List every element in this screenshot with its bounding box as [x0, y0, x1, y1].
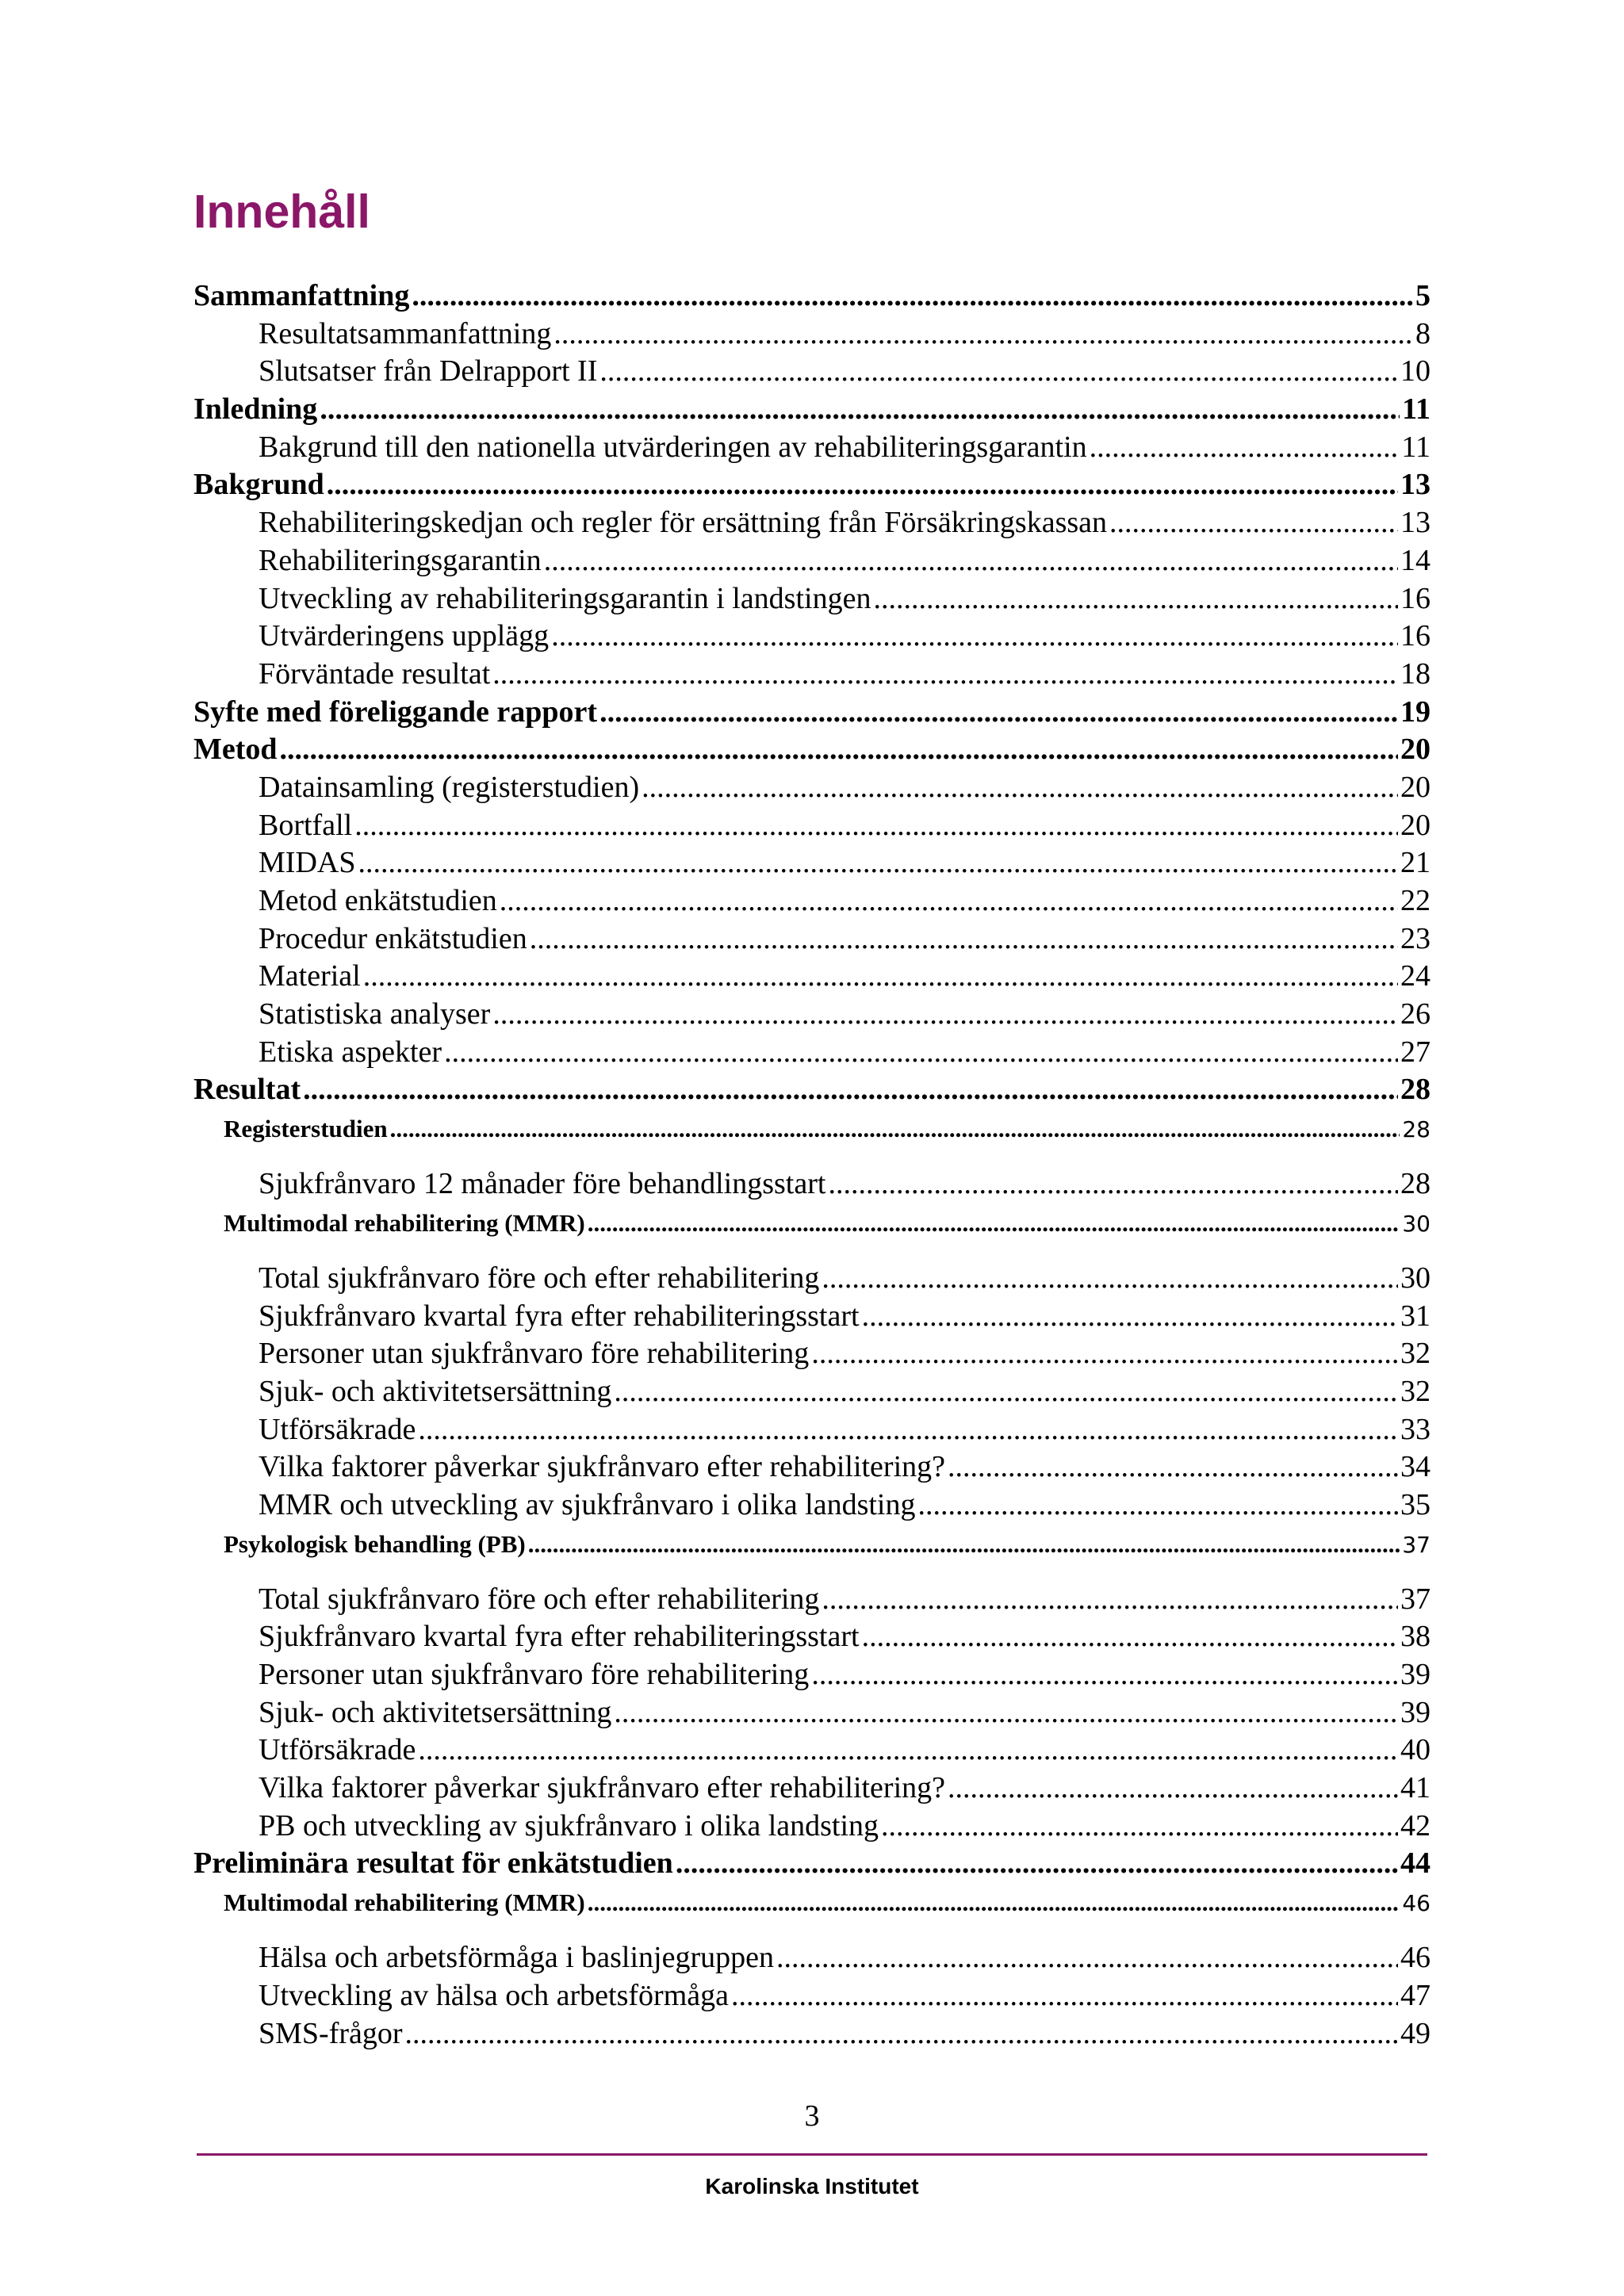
toc-entry-title: Total sjukfrånvaro före och efter rehabilitering	[259, 1582, 820, 1616]
dot-leader	[881, 1808, 1398, 1846]
dot-leader	[1109, 504, 1398, 542]
toc-entry-title: MIDAS	[259, 846, 356, 880]
toc-entry[interactable]	[193, 277, 1431, 316]
dot-leader	[280, 731, 1398, 769]
toc-entry-title: Total sjukfrånvaro före och efter rehabilitering	[259, 1261, 820, 1295]
toc-entry-page: 16	[1400, 581, 1431, 615]
dot-leader	[731, 1977, 1398, 2015]
dot-leader	[412, 277, 1413, 316]
toc-entry-page: 37	[1400, 1582, 1431, 1616]
toc-entry-page: 41	[1400, 1771, 1431, 1805]
toc-entry-page: 28	[1400, 1167, 1431, 1201]
toc-entry[interactable]	[193, 1165, 1431, 1203]
toc-entry-title: Sammanfattning	[193, 279, 410, 312]
table-of-contents	[193, 277, 1431, 2053]
dot-leader	[327, 466, 1398, 504]
dot-leader	[917, 1487, 1398, 1525]
toc-entry-page: 20	[1400, 808, 1431, 842]
toc-entry[interactable]	[193, 807, 1431, 845]
toc-entry-page: 39	[1400, 1695, 1431, 1729]
toc-entry[interactable]	[193, 1373, 1431, 1411]
toc-entry[interactable]	[193, 1581, 1431, 1619]
toc-entry-page: 32	[1400, 1337, 1431, 1371]
toc-entry[interactable]	[193, 429, 1431, 467]
toc-entry[interactable]	[193, 353, 1431, 391]
toc-entry-page: 22	[1400, 884, 1431, 917]
toc-entry-title: Utveckling av rehabiliteringsgarantin i landstingen	[259, 581, 871, 615]
toc-entry-page: 16	[1400, 619, 1431, 653]
dot-leader	[822, 1260, 1398, 1298]
toc-entry-page: 19	[1400, 695, 1431, 729]
dot-leader	[642, 769, 1398, 807]
page-title: Innehåll	[193, 186, 370, 238]
toc-entry[interactable]	[193, 1448, 1431, 1487]
dot-leader	[492, 656, 1398, 694]
dot-leader	[599, 694, 1398, 732]
dot-leader	[363, 958, 1398, 996]
dot-leader	[500, 882, 1398, 920]
dot-leader	[528, 1525, 1400, 1564]
dot-leader	[676, 1845, 1398, 1883]
dot-leader	[405, 2015, 1398, 2053]
toc-entry-page: 39	[1400, 1658, 1431, 1691]
toc-entry-title: Metod	[193, 733, 278, 767]
toc-entry-title: Bakgrund	[193, 468, 324, 502]
dot-leader	[828, 1165, 1398, 1203]
dot-leader	[1090, 429, 1400, 467]
toc-entry-page: 30	[1400, 1261, 1431, 1295]
toc-entry[interactable]	[193, 882, 1431, 920]
toc-entry-page: 11	[1402, 392, 1431, 427]
toc-entry[interactable]	[193, 1770, 1431, 1808]
toc-entry-title: Multimodal rehabilitering (MMR)	[224, 1208, 585, 1237]
toc-entry[interactable]	[193, 656, 1431, 694]
toc-entry[interactable]	[193, 1845, 1431, 1883]
toc-entry[interactable]	[193, 618, 1431, 656]
toc-entry[interactable]	[193, 1694, 1431, 1732]
toc-entry[interactable]	[193, 1203, 1431, 1260]
toc-entry[interactable]	[193, 1260, 1431, 1298]
toc-entry-title: Etiska aspekter	[259, 1035, 442, 1069]
toc-entry-title: Registerstudien	[224, 1115, 388, 1143]
toc-entry-title: Rehabiliteringskedjan och regler för ersättning från Försäkringskassan	[259, 506, 1108, 540]
dot-leader	[948, 1448, 1398, 1487]
toc-entry-title: Sjukfrånvaro kvartal fyra efter rehabiliteringsstart	[259, 1620, 860, 1654]
toc-entry[interactable]	[193, 1071, 1431, 1109]
toc-entry-page: 33	[1400, 1412, 1431, 1446]
toc-entry-title: Datainsamling (registerstudien)	[259, 770, 640, 804]
toc-entry[interactable]	[193, 1883, 1431, 1939]
toc-entry[interactable]	[193, 920, 1431, 959]
toc-entry[interactable]	[193, 542, 1431, 580]
dot-leader	[588, 1203, 1400, 1243]
toc-entry[interactable]	[193, 1034, 1431, 1072]
toc-entry-page: 26	[1400, 997, 1431, 1031]
toc-entry-title: Sjuk- och aktivitetsersättning	[259, 1695, 612, 1729]
toc-entry-title: Syfte med föreliggande rapport	[193, 695, 598, 729]
toc-entry-page: 5	[1415, 279, 1431, 312]
dot-leader	[599, 353, 1398, 391]
dot-leader	[588, 1883, 1400, 1923]
toc-entry-page: 46	[1400, 1941, 1431, 1975]
toc-entry-title: Vilka faktorer påverkar sjukfrånvaro efter rehabilitering?	[259, 1450, 946, 1484]
dot-leader	[544, 542, 1398, 580]
dot-leader	[492, 996, 1398, 1034]
dot-leader	[320, 391, 1400, 429]
dot-leader	[358, 844, 1398, 882]
toc-entry[interactable]	[193, 1525, 1431, 1581]
toc-entry-page: 38	[1400, 1620, 1431, 1654]
toc-entry-title: Inledning	[193, 392, 318, 427]
toc-entry-title: Rehabiliteringsgarantin	[259, 543, 542, 577]
toc-entry-page: 32	[1400, 1374, 1431, 1408]
toc-entry-title: Personer utan sjukfrånvaro före rehabilitering	[259, 1337, 810, 1371]
toc-entry-title: Hälsa och arbetsförmåga i baslinjegruppen	[259, 1941, 774, 1975]
toc-entry-title: Resultat	[193, 1073, 301, 1107]
toc-entry[interactable]	[193, 391, 1431, 429]
dot-leader	[418, 1732, 1398, 1770]
toc-entry-title: Statistiska analyser	[259, 997, 491, 1031]
dot-leader	[862, 1298, 1398, 1336]
toc-entry-title: Material	[259, 959, 361, 993]
toc-entry[interactable]	[193, 1656, 1431, 1694]
toc-entry[interactable]	[193, 996, 1431, 1034]
dot-leader	[614, 1373, 1398, 1411]
toc-entry-page: 23	[1400, 921, 1431, 955]
toc-entry-page: 20	[1400, 770, 1431, 804]
toc-entry-page: 14	[1400, 543, 1431, 577]
toc-entry-page: 44	[1400, 1846, 1431, 1881]
toc-entry-title: Psykologisk behandling (PB)	[224, 1529, 526, 1558]
toc-entry[interactable]	[193, 694, 1431, 732]
toc-entry-page: 28	[1400, 1073, 1431, 1107]
dot-leader	[811, 1656, 1398, 1694]
toc-entry-page: 13	[1400, 506, 1431, 540]
toc-entry[interactable]	[193, 1939, 1431, 1977]
toc-entry-title: Vilka faktorer påverkar sjukfrånvaro efter rehabilitering?	[259, 1771, 946, 1805]
dot-leader	[530, 920, 1398, 959]
dot-leader	[862, 1618, 1398, 1656]
toc-entry[interactable]	[193, 1298, 1431, 1336]
dot-leader	[418, 1411, 1398, 1449]
toc-entry[interactable]	[193, 1487, 1431, 1525]
toc-entry-title: Utförsäkrade	[259, 1412, 416, 1446]
toc-entry[interactable]	[193, 1109, 1431, 1165]
dot-leader	[873, 580, 1398, 618]
toc-entry[interactable]	[193, 769, 1431, 807]
dot-leader	[553, 316, 1413, 354]
toc-entry-title: Resultatsammanfattning	[259, 316, 552, 350]
toc-entry-title: SMS-frågor	[259, 2016, 403, 2050]
toc-entry-title: Metod enkätstudien	[259, 884, 497, 917]
toc-entry-page: 42	[1400, 1808, 1431, 1843]
toc-entry[interactable]	[193, 2015, 1431, 2053]
toc-entry-title: PB och utveckling av sjukfrånvaro i olika landsting	[259, 1808, 879, 1843]
dot-leader	[444, 1034, 1398, 1072]
toc-entry-page: 28	[1402, 1116, 1431, 1143]
toc-entry-title: Preliminära resultat för enkätstudien	[193, 1846, 673, 1881]
toc-entry[interactable]	[193, 466, 1431, 504]
toc-entry-page: 31	[1400, 1299, 1431, 1333]
toc-entry-page: 47	[1400, 1978, 1431, 2012]
toc-entry-title: Slutsatser från Delrapport II	[259, 354, 598, 388]
toc-entry-title: Utveckling av hälsa och arbetsförmåga	[259, 1978, 729, 2012]
toc-entry-page: 13	[1400, 468, 1431, 502]
toc-entry-title: Sjuk- och aktivitetsersättning	[259, 1374, 612, 1408]
dot-leader	[811, 1335, 1398, 1373]
toc-entry-page: 27	[1400, 1035, 1431, 1069]
toc-entry-page: 20	[1400, 733, 1431, 767]
toc-entry-page: 46	[1402, 1890, 1431, 1917]
toc-entry[interactable]	[193, 504, 1431, 542]
toc-entry-title: Utförsäkrade	[259, 1733, 416, 1767]
footer-institution: Karolinska Institutet	[705, 2174, 919, 2198]
toc-entry-title: Förväntade resultat	[259, 656, 491, 691]
toc-entry[interactable]	[193, 844, 1431, 882]
dot-leader	[948, 1770, 1398, 1808]
toc-entry-page: 10	[1400, 354, 1431, 388]
toc-entry[interactable]	[193, 1732, 1431, 1770]
dot-leader	[303, 1071, 1398, 1109]
toc-entry-page: 30	[1402, 1210, 1431, 1237]
toc-entry[interactable]	[193, 1808, 1431, 1846]
toc-entry-page: 35	[1400, 1487, 1431, 1521]
toc-entry-title: MMR och utveckling av sjukfrånvaro i olika landsting	[259, 1487, 916, 1521]
toc-entry[interactable]	[193, 580, 1431, 618]
toc-entry-page: 37	[1402, 1531, 1431, 1558]
toc-entry-title: Personer utan sjukfrånvaro före rehabilitering	[259, 1658, 810, 1691]
toc-entry[interactable]	[193, 316, 1431, 354]
dot-leader	[776, 1939, 1398, 1977]
toc-entry-page: 18	[1400, 656, 1431, 691]
toc-entry-page: 8	[1415, 316, 1431, 350]
toc-entry[interactable]	[193, 1977, 1431, 2015]
dot-leader	[354, 807, 1398, 845]
toc-entry-page: 40	[1400, 1733, 1431, 1767]
dot-leader	[614, 1694, 1398, 1732]
toc-entry-page: 49	[1400, 2016, 1431, 2050]
toc-entry[interactable]	[193, 1411, 1431, 1449]
footer-divider	[197, 2153, 1427, 2156]
dot-leader	[390, 1109, 1400, 1149]
toc-entry-page: 21	[1400, 846, 1431, 880]
toc-entry-title: Sjukfrånvaro 12 månader före behandlingsstart	[259, 1167, 826, 1201]
toc-entry-title: Bortfall	[259, 808, 353, 842]
toc-entry-page: 11	[1401, 430, 1431, 464]
toc-entry-title: Bakgrund till den nationella utvärderingen av rehabiliteringsgarantin	[259, 430, 1087, 464]
toc-entry[interactable]	[193, 1335, 1431, 1373]
toc-entry[interactable]	[193, 958, 1431, 996]
toc-entry-page: 34	[1400, 1450, 1431, 1484]
page-number: 3	[804, 2099, 820, 2133]
toc-entry-page: 24	[1400, 959, 1431, 993]
toc-entry-title: Sjukfrånvaro kvartal fyra efter rehabiliteringsstart	[259, 1299, 860, 1333]
toc-entry-title: Procedur enkätstudien	[259, 921, 527, 955]
toc-entry-title: Utvärderingens upplägg	[259, 619, 550, 653]
toc-entry[interactable]	[193, 731, 1431, 769]
toc-entry-title: Multimodal rehabilitering (MMR)	[224, 1888, 585, 1917]
dot-leader	[822, 1581, 1398, 1619]
dot-leader	[551, 618, 1398, 656]
toc-entry[interactable]	[193, 1618, 1431, 1656]
